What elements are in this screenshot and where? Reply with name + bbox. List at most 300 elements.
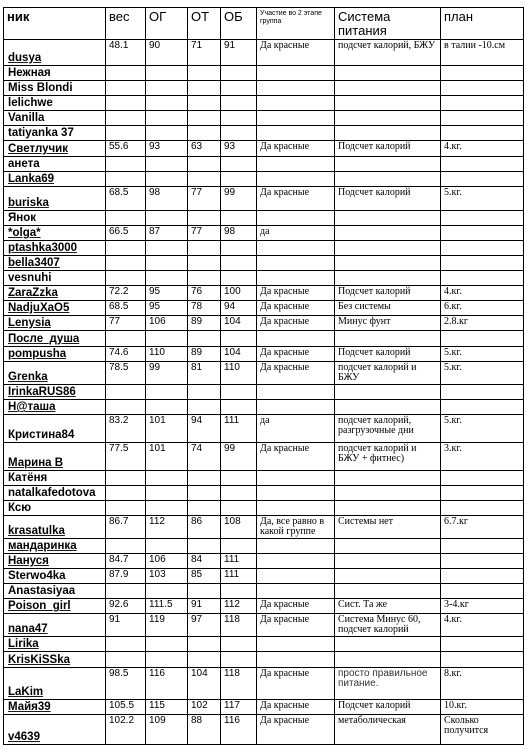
cell-plan — [441, 256, 524, 271]
cell-weight: 84.7 — [106, 554, 146, 569]
cell-og: 106 — [146, 554, 188, 569]
cell-plan — [441, 652, 524, 668]
cell-plan: 6.кг. — [441, 301, 524, 316]
cell-ob: 100 — [221, 286, 257, 301]
cell-ot — [188, 652, 221, 668]
cell-ot: 77 — [188, 187, 221, 211]
cell-diet-system — [335, 652, 441, 668]
cell-plan — [441, 111, 524, 126]
cell-plan: 8.кг. — [441, 668, 524, 700]
cell-ot: 63 — [188, 141, 221, 157]
cell-stage-group: да — [257, 415, 335, 443]
cell-stage-group — [257, 111, 335, 126]
cell-ot: 97 — [188, 614, 221, 637]
cell-stage-group — [257, 385, 335, 400]
table-row — [4, 81, 524, 96]
cell-diet-system — [335, 126, 441, 141]
cell-og: 90 — [146, 40, 188, 66]
cell-stage-group — [257, 637, 335, 652]
cell-nick: Vanilla — [4, 111, 106, 126]
cell-diet-system — [335, 501, 441, 516]
cell-diet-system: просто правильное питание. — [335, 668, 441, 700]
cell-ot — [188, 66, 221, 81]
table-row — [4, 554, 524, 569]
table-row — [4, 569, 524, 584]
cell-ob: 98 — [221, 226, 257, 241]
cell-ot: 71 — [188, 40, 221, 66]
cell-plan — [441, 637, 524, 652]
table-row — [4, 385, 524, 400]
cell-plan: 3.кг. — [441, 443, 524, 471]
cell-nick: Lanka69 — [4, 172, 106, 187]
cell-og — [146, 81, 188, 96]
cell-nick: natalkafedotova — [4, 486, 106, 501]
cell-diet-system — [335, 569, 441, 584]
table-row — [4, 652, 524, 668]
cell-ob — [221, 81, 257, 96]
cell-nick: dusya — [4, 40, 106, 66]
cell-plan — [441, 486, 524, 501]
cell-og — [146, 400, 188, 415]
cell-plan: 3-4.кг — [441, 599, 524, 614]
cell-ob — [221, 256, 257, 271]
cell-ot: 89 — [188, 316, 221, 331]
cell-og — [146, 96, 188, 111]
header-plan: план — [441, 8, 524, 40]
table-row — [4, 256, 524, 271]
cell-plan: 4.кг. — [441, 141, 524, 157]
cell-ob — [221, 331, 257, 347]
cell-plan: Сколько получится — [441, 715, 524, 745]
cell-og — [146, 111, 188, 126]
cell-ot: 86 — [188, 516, 221, 539]
cell-diet-system: подсчет калорий, БЖУ — [335, 40, 441, 66]
cell-weight: 86.7 — [106, 516, 146, 539]
cell-nick: Нежная — [4, 66, 106, 81]
cell-og — [146, 271, 188, 286]
cell-nick: IrinkaRUS86 — [4, 385, 106, 400]
cell-weight — [106, 471, 146, 486]
table-row — [4, 141, 524, 157]
cell-diet-system: Сист. Та же — [335, 599, 441, 614]
cell-plan — [441, 226, 524, 241]
table-row — [4, 172, 524, 187]
cell-plan — [441, 241, 524, 256]
cell-weight: 105.5 — [106, 700, 146, 715]
cell-weight — [106, 241, 146, 256]
cell-stage-group: Да красные — [257, 614, 335, 637]
cell-ot: 102 — [188, 700, 221, 715]
cell-weight — [106, 652, 146, 668]
cell-nick: krasatulka — [4, 516, 106, 539]
table-row — [4, 331, 524, 347]
cell-stage-group: да — [257, 226, 335, 241]
cell-nick: мандаринка — [4, 539, 106, 554]
cell-diet-system — [335, 111, 441, 126]
cell-og — [146, 331, 188, 347]
cell-plan — [441, 96, 524, 111]
cell-weight: 77.5 — [106, 443, 146, 471]
cell-ob: 94 — [221, 301, 257, 316]
cell-stage-group — [257, 81, 335, 96]
cell-stage-group: Да красные — [257, 316, 335, 331]
cell-diet-system — [335, 331, 441, 347]
cell-ot — [188, 111, 221, 126]
cell-plan — [441, 385, 524, 400]
cell-nick: ptashka3000 — [4, 241, 106, 256]
cell-og: 101 — [146, 443, 188, 471]
cell-diet-system — [335, 96, 441, 111]
cell-ob — [221, 385, 257, 400]
cell-ob: 99 — [221, 187, 257, 211]
cell-ot: 104 — [188, 668, 221, 700]
cell-og: 95 — [146, 286, 188, 301]
cell-og: 106 — [146, 316, 188, 331]
cell-weight — [106, 501, 146, 516]
cell-weight: 92.6 — [106, 599, 146, 614]
cell-stage-group — [257, 584, 335, 599]
table-row — [4, 271, 524, 286]
cell-weight: 72.2 — [106, 286, 146, 301]
cell-stage-group: Да красные — [257, 141, 335, 157]
cell-weight: 74.6 — [106, 347, 146, 362]
table-row — [4, 501, 524, 516]
cell-ot: 76 — [188, 286, 221, 301]
cell-weight: 77 — [106, 316, 146, 331]
cell-plan — [441, 271, 524, 286]
cell-ob — [221, 539, 257, 554]
cell-stage-group — [257, 539, 335, 554]
cell-nick: Poison_girl — [4, 599, 106, 614]
cell-ob — [221, 241, 257, 256]
cell-ot — [188, 256, 221, 271]
cell-ot — [188, 157, 221, 172]
cell-og: 116 — [146, 668, 188, 700]
header-nick: ник — [4, 8, 106, 40]
cell-weight: 98.5 — [106, 668, 146, 700]
table-row — [4, 126, 524, 141]
cell-nick: Майя39 — [4, 700, 106, 715]
cell-weight — [106, 539, 146, 554]
cell-plan — [441, 539, 524, 554]
cell-diet-system — [335, 400, 441, 415]
table-row — [4, 614, 524, 637]
table-row — [4, 539, 524, 554]
cell-og: 115 — [146, 700, 188, 715]
cell-nick: nana47 — [4, 614, 106, 637]
cell-og: 99 — [146, 362, 188, 385]
cell-stage-group — [257, 157, 335, 172]
header-ot: ОТ — [188, 8, 221, 40]
cell-nick: *olga* — [4, 226, 106, 241]
cell-ob — [221, 96, 257, 111]
cell-weight — [106, 111, 146, 126]
table-row — [4, 187, 524, 211]
cell-nick: Нануся — [4, 554, 106, 569]
cell-ot: 74 — [188, 443, 221, 471]
cell-nick: После_душа — [4, 331, 106, 347]
cell-stage-group: Да красные — [257, 347, 335, 362]
table-row — [4, 700, 524, 715]
cell-ot: 85 — [188, 569, 221, 584]
table-row — [4, 516, 524, 539]
cell-plan: 5.кг. — [441, 415, 524, 443]
cell-ot: 81 — [188, 362, 221, 385]
cell-og: 103 — [146, 569, 188, 584]
table-row — [4, 443, 524, 471]
table-row — [4, 599, 524, 614]
cell-ob — [221, 471, 257, 486]
header-diet-system: Система питания — [335, 8, 441, 40]
cell-ob — [221, 66, 257, 81]
cell-ob — [221, 637, 257, 652]
cell-weight — [106, 126, 146, 141]
cell-ot — [188, 331, 221, 347]
cell-nick: Lirika — [4, 637, 106, 652]
cell-stage-group — [257, 172, 335, 187]
cell-stage-group: Да красные — [257, 700, 335, 715]
cell-ot: 84 — [188, 554, 221, 569]
cell-ot — [188, 501, 221, 516]
cell-diet-system — [335, 471, 441, 486]
cell-ob — [221, 211, 257, 226]
cell-ot — [188, 211, 221, 226]
cell-stage-group: Да красные — [257, 668, 335, 700]
cell-ot — [188, 81, 221, 96]
cell-ot — [188, 637, 221, 652]
cell-diet-system: подсчет калорий и БЖУ + фитнес) — [335, 443, 441, 471]
cell-stage-group: Да красные — [257, 362, 335, 385]
cell-ob — [221, 157, 257, 172]
cell-ot — [188, 486, 221, 501]
cell-stage-group: Да красные — [257, 286, 335, 301]
cell-og — [146, 126, 188, 141]
cell-nick: v4639 — [4, 715, 106, 745]
cell-plan: 6.7.кг — [441, 516, 524, 539]
table-row — [4, 668, 524, 700]
table-row — [4, 637, 524, 652]
table-row — [4, 415, 524, 443]
cell-weight: 91 — [106, 614, 146, 637]
cell-weight — [106, 584, 146, 599]
table-row — [4, 471, 524, 486]
cell-plan — [441, 584, 524, 599]
cell-og — [146, 66, 188, 81]
cell-weight: 68.5 — [106, 301, 146, 316]
cell-diet-system: Системы нет — [335, 516, 441, 539]
cell-weight: 55.6 — [106, 141, 146, 157]
cell-ot: 91 — [188, 599, 221, 614]
cell-ob — [221, 486, 257, 501]
table-row — [4, 226, 524, 241]
cell-diet-system — [335, 486, 441, 501]
cell-ob — [221, 584, 257, 599]
cell-ot: 89 — [188, 347, 221, 362]
cell-plan — [441, 400, 524, 415]
cell-diet-system — [335, 157, 441, 172]
cell-nick: Ксю — [4, 501, 106, 516]
cell-diet-system: Подсчет калорий — [335, 347, 441, 362]
header-og: ОГ — [146, 8, 188, 40]
cell-stage-group: Да красные — [257, 187, 335, 211]
cell-og: 95 — [146, 301, 188, 316]
cell-ob: 111 — [221, 415, 257, 443]
cell-stage-group — [257, 331, 335, 347]
cell-ob — [221, 271, 257, 286]
cell-plan — [441, 172, 524, 187]
cell-stage-group — [257, 271, 335, 286]
cell-nick: bella3407 — [4, 256, 106, 271]
cell-plan: в талии -10.см — [441, 40, 524, 66]
table-row — [4, 111, 524, 126]
cell-nick: lelichwe — [4, 96, 106, 111]
cell-weight — [106, 385, 146, 400]
cell-diet-system — [335, 385, 441, 400]
cell-og — [146, 172, 188, 187]
table-row — [4, 241, 524, 256]
cell-stage-group — [257, 569, 335, 584]
cell-og — [146, 211, 188, 226]
cell-nick: NadjuXaO5 — [4, 301, 106, 316]
cell-og: 87 — [146, 226, 188, 241]
cell-ot — [188, 539, 221, 554]
table-row — [4, 286, 524, 301]
table-row — [4, 316, 524, 331]
cell-weight: 83.2 — [106, 415, 146, 443]
cell-plan: 4.кг. — [441, 614, 524, 637]
cell-ob: 104 — [221, 347, 257, 362]
cell-weight — [106, 66, 146, 81]
cell-og — [146, 637, 188, 652]
table-row — [4, 66, 524, 81]
cell-ob: 93 — [221, 141, 257, 157]
table-row — [4, 40, 524, 66]
cell-nick: Н@таша — [4, 400, 106, 415]
cell-og — [146, 241, 188, 256]
cell-ob: 117 — [221, 700, 257, 715]
cell-og — [146, 157, 188, 172]
cell-og: 101 — [146, 415, 188, 443]
cell-diet-system — [335, 211, 441, 226]
cell-weight — [106, 637, 146, 652]
table-row — [4, 584, 524, 599]
cell-nick: Кристина84 — [4, 415, 106, 443]
cell-diet-system — [335, 637, 441, 652]
cell-diet-system — [335, 172, 441, 187]
cell-ot: 88 — [188, 715, 221, 745]
cell-og — [146, 486, 188, 501]
cell-ob: 110 — [221, 362, 257, 385]
cell-diet-system: Система Минус 60, подсчет калорий — [335, 614, 441, 637]
table-body — [4, 40, 524, 745]
cell-plan — [441, 501, 524, 516]
cell-diet-system: подсчет калорий и БЖУ — [335, 362, 441, 385]
cell-ob: 118 — [221, 614, 257, 637]
cell-stage-group: Да красные — [257, 443, 335, 471]
cell-stage-group: Да красные — [257, 715, 335, 745]
cell-ot — [188, 471, 221, 486]
cell-plan: 5.кг. — [441, 187, 524, 211]
cell-nick: KrisKiSSka — [4, 652, 106, 668]
cell-ot: 78 — [188, 301, 221, 316]
cell-ob: 91 — [221, 40, 257, 66]
cell-nick: pompusha — [4, 347, 106, 362]
cell-stage-group — [257, 96, 335, 111]
cell-og — [146, 385, 188, 400]
cell-ob: 111 — [221, 554, 257, 569]
cell-ob: 108 — [221, 516, 257, 539]
cell-plan — [441, 331, 524, 347]
cell-plan: 2.8.кг — [441, 316, 524, 331]
measurements-table — [3, 7, 524, 745]
cell-og: 110 — [146, 347, 188, 362]
table-row — [4, 486, 524, 501]
cell-nick: Марина В — [4, 443, 106, 471]
cell-nick: buriska — [4, 187, 106, 211]
cell-diet-system — [335, 241, 441, 256]
cell-ob: 99 — [221, 443, 257, 471]
cell-stage-group — [257, 471, 335, 486]
table-row — [4, 400, 524, 415]
cell-nick: tatiyanka 37 — [4, 126, 106, 141]
cell-diet-system — [335, 554, 441, 569]
cell-stage-group: Да, все равно в какой группе — [257, 516, 335, 539]
cell-ot: 77 — [188, 226, 221, 241]
cell-plan — [441, 81, 524, 96]
cell-ot — [188, 584, 221, 599]
cell-weight — [106, 400, 146, 415]
cell-stage-group — [257, 486, 335, 501]
cell-nick: ZaraZzka — [4, 286, 106, 301]
cell-nick: Grenka — [4, 362, 106, 385]
cell-diet-system — [335, 584, 441, 599]
cell-stage-group — [257, 241, 335, 256]
cell-og — [146, 652, 188, 668]
cell-weight — [106, 331, 146, 347]
cell-nick: Янок — [4, 211, 106, 226]
cell-diet-system: подсчет калорий, разгрузочные дни — [335, 415, 441, 443]
cell-ob — [221, 501, 257, 516]
cell-ot — [188, 172, 221, 187]
cell-stage-group — [257, 400, 335, 415]
cell-weight — [106, 256, 146, 271]
cell-plan — [441, 554, 524, 569]
cell-diet-system: Подсчет калорий — [335, 286, 441, 301]
cell-weight — [106, 96, 146, 111]
cell-weight — [106, 81, 146, 96]
cell-weight — [106, 172, 146, 187]
cell-plan — [441, 157, 524, 172]
cell-ob: 104 — [221, 316, 257, 331]
cell-ob — [221, 126, 257, 141]
cell-ot — [188, 126, 221, 141]
table-row — [4, 347, 524, 362]
cell-ob — [221, 652, 257, 668]
cell-og: 93 — [146, 141, 188, 157]
cell-weight — [106, 486, 146, 501]
cell-ot: 94 — [188, 415, 221, 443]
cell-stage-group — [257, 501, 335, 516]
cell-stage-group — [257, 211, 335, 226]
cell-stage-group — [257, 652, 335, 668]
cell-og — [146, 539, 188, 554]
header-row — [4, 8, 524, 40]
header-weight: вес — [106, 8, 146, 40]
cell-og: 98 — [146, 187, 188, 211]
cell-diet-system: Подсчет калорий — [335, 187, 441, 211]
table-row — [4, 715, 524, 745]
header-ob: ОБ — [221, 8, 257, 40]
